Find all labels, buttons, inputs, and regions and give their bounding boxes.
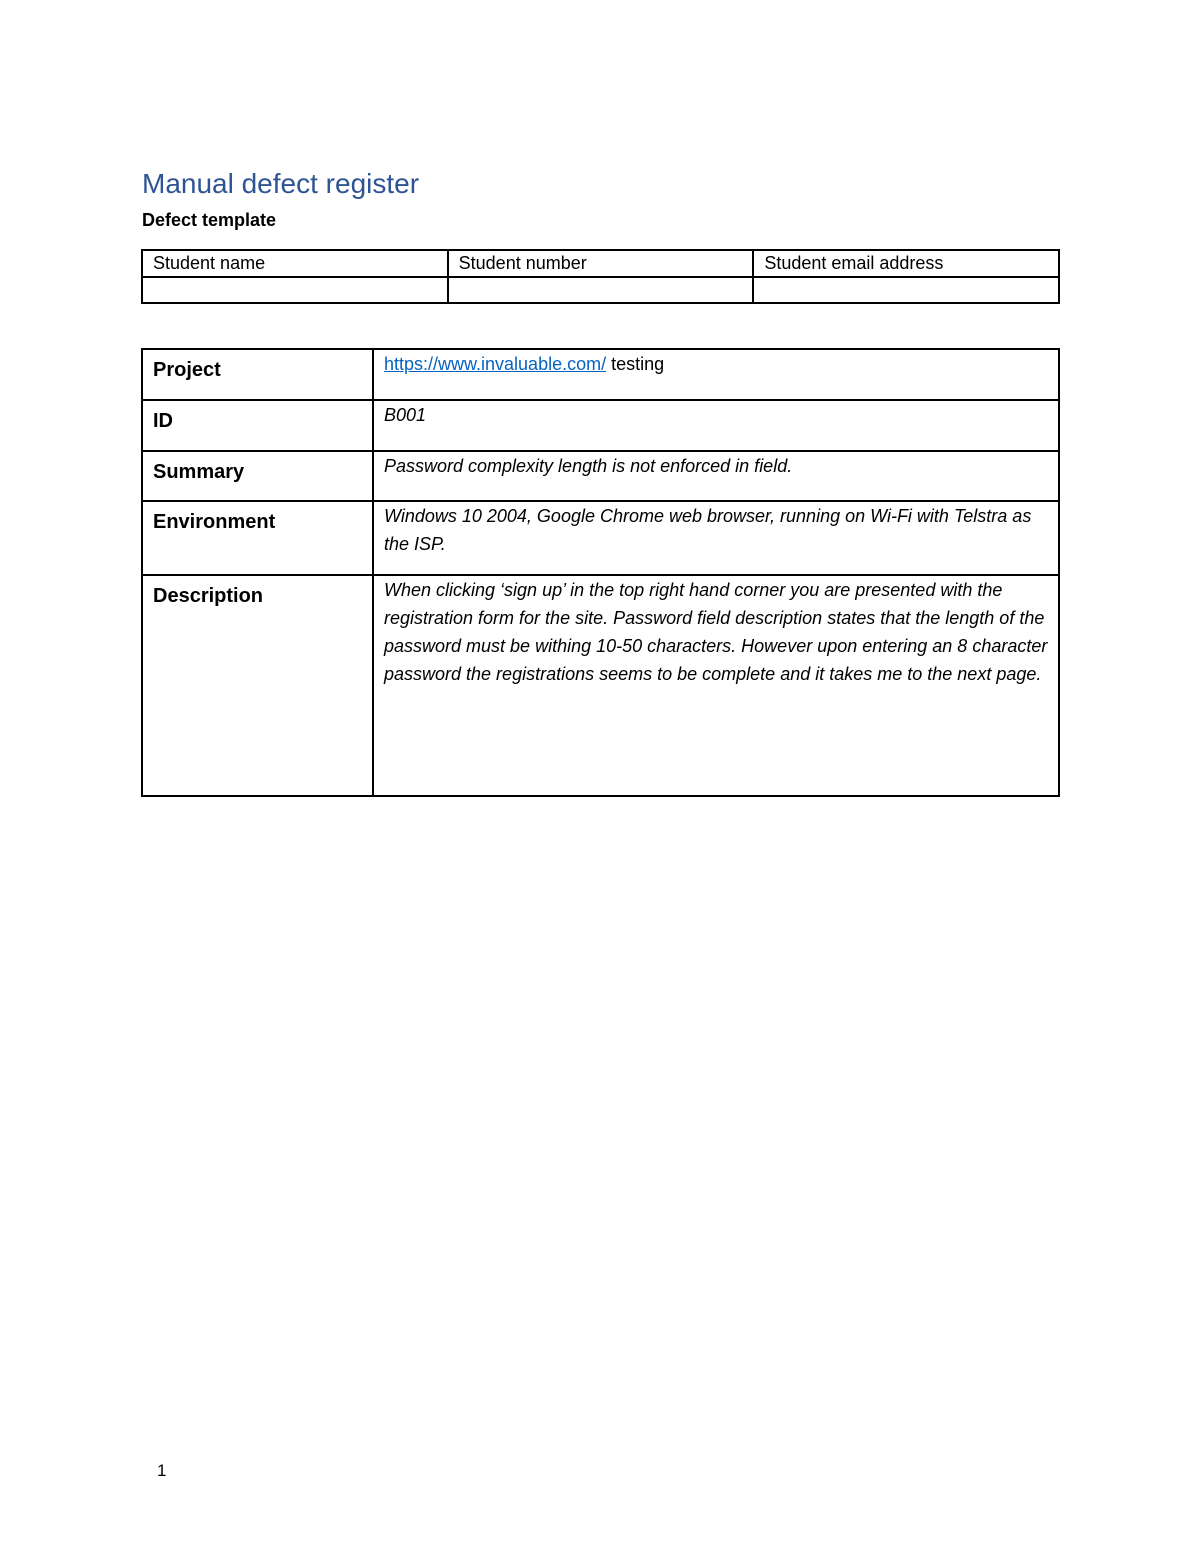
project-label: Project — [142, 349, 373, 400]
description-label: Description — [142, 575, 373, 796]
page-number: 1 — [157, 1461, 167, 1480]
document-title: Manual defect register — [142, 168, 420, 199]
id-label: ID — [142, 400, 373, 451]
summary-label: Summary — [142, 451, 373, 501]
id-row — [142, 400, 1059, 451]
student-name-cell[interactable] — [142, 277, 448, 303]
project-row — [142, 349, 1059, 400]
student-email-cell[interactable] — [753, 277, 1059, 303]
environment-row — [142, 501, 1059, 575]
project-link[interactable]: https://www.invaluable.com/ — [384, 354, 607, 374]
defect-details-table — [141, 348, 1060, 797]
student-value-row — [142, 277, 1059, 303]
environment-value: Windows 10 2004, Google Chrome web browser, running on Wi-Fi with Telstra as the ISP. — [373, 501, 1059, 575]
project-suffix: testing — [606, 354, 665, 374]
student-header-row — [142, 250, 1059, 277]
project-value — [373, 349, 1059, 400]
summary-value: Password complexity length is not enforced in field. — [373, 451, 1059, 501]
student-number-cell[interactable] — [448, 277, 754, 303]
student-number-header: Student number — [448, 250, 754, 277]
description-row — [142, 575, 1059, 796]
id-value: B001 — [373, 400, 1059, 451]
student-info-table — [141, 249, 1060, 304]
summary-row — [142, 451, 1059, 501]
student-name-header: Student name — [142, 250, 448, 277]
description-value: When clicking ‘sign up’ in the top right hand corner you are presented with the registration form for the site. Password field description states that the length of the password must be withing 10-50 characters. However upon entering an 8 character password the registrations seems to be complete and it takes me to the next page. — [373, 575, 1059, 796]
document-subtitle: Defect template — [142, 210, 277, 230]
environment-label: Environment — [142, 501, 373, 575]
student-email-header: Student email address — [753, 250, 1059, 277]
